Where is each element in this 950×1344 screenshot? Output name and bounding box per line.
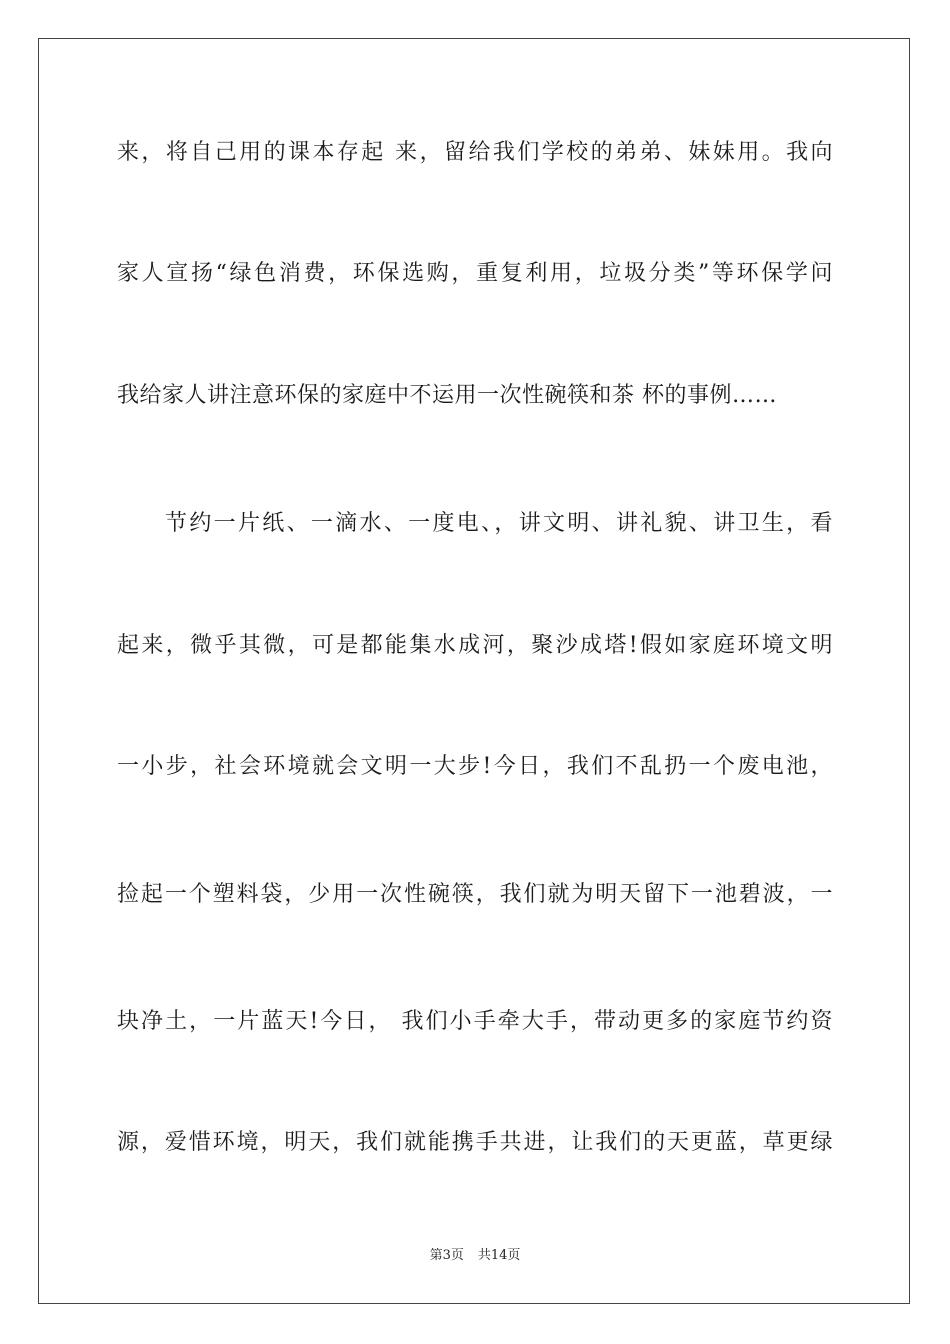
body-line-8: 块净土，一片蓝天!今日， 我们小手牵大手，带动更多的家庭节约资	[117, 1009, 833, 1034]
page-footer	[0, 1247, 950, 1265]
body-line-3: 我给家人讲注意环保的家庭中不运用一次性碗筷和茶 杯的事例……	[117, 383, 777, 408]
body-line-4-paragraph-start: 节约一片纸、一滴水、一度电、，讲文明、讲礼貌、讲卫生，看	[165, 511, 833, 536]
body-line-6: 一小步，社会环境就会文明一大步!今日，我们不乱扔一个废电池，	[117, 754, 833, 779]
body-line-1: 来，将自己用的课本存起 来，留给我们学校的弟弟、妹妹用。我向	[117, 140, 833, 165]
body-line-9: 源，爱惜环境，明天，我们就能携手共进，让我们的天更蓝，草更绿	[117, 1130, 833, 1155]
page-frame	[38, 38, 910, 1304]
body-line-2: 家人宣扬“绿色消费，环保选购，重复利用，垃圾分类”等环保学问	[117, 261, 833, 286]
body-line-5: 起来，微乎其微，可是都能集水成河，聚沙成塔!假如家庭环境文明	[117, 633, 833, 658]
page-number: 第3页	[429, 1248, 464, 1263]
page-total: 共14页	[477, 1248, 521, 1263]
body-line-7: 捡起一个塑料袋，少用一次性碗筷，我们就为明天留下一池碧波，一	[117, 882, 833, 907]
